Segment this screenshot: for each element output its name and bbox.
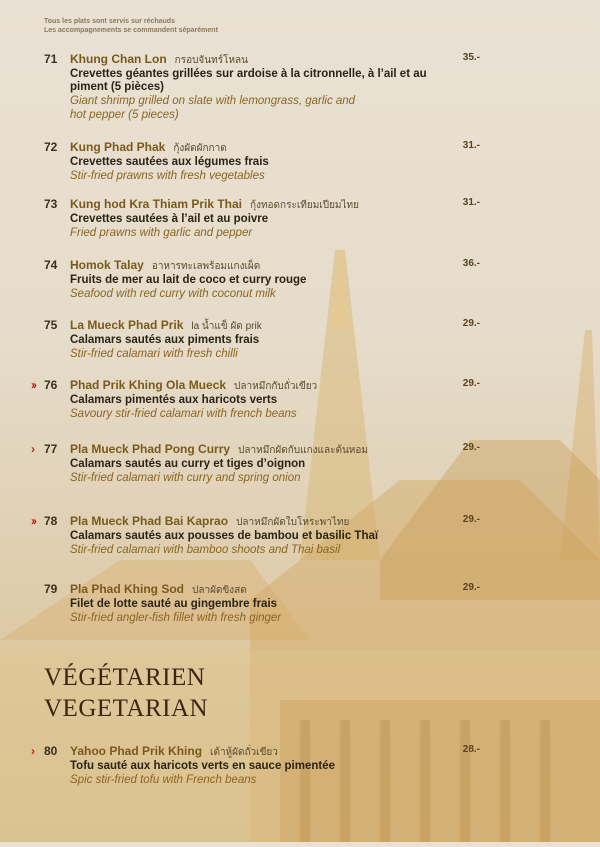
- item-thai-name: ปลาหมึกกับถั่วเขียว: [234, 381, 318, 392]
- item-desc-en: Stir-fried angler-fish fillet with fresh ginger: [70, 612, 282, 624]
- item-desc-en: Stir-fried calamari with bamboo shoots and Thai basil: [70, 544, 341, 556]
- item-thai-name: กรอบจันทร์โหลน: [174, 55, 249, 66]
- item-number: 76: [44, 378, 58, 392]
- item-price: 29.-: [462, 514, 480, 525]
- menu-item-77: [30, 442, 570, 485]
- item-number: 71: [44, 52, 58, 66]
- item-thai-name: ปลาหมึกผัดกับแกงและต้นหอม: [238, 445, 368, 456]
- item-price: 29.-: [462, 318, 480, 329]
- item-number: 74: [44, 258, 58, 272]
- item-thai-name: อาหารทะเลพร้อมแกงเผ็ด: [151, 261, 261, 272]
- item-price: 31.-: [462, 140, 480, 151]
- item-price: 28.-: [462, 744, 480, 755]
- item-desc-en: Stir-fried calamari with curry and spring onion: [70, 472, 301, 484]
- menu-item-80: [30, 744, 570, 787]
- item-number: 79: [44, 582, 58, 596]
- item-number: 80: [44, 744, 58, 758]
- menu-item-71: [30, 52, 570, 122]
- item-desc-fr: Filet de lotte sauté au gingembre frais: [70, 598, 278, 610]
- item-desc-en: Stir-fried calamari with fresh chilli: [70, 348, 238, 360]
- item-name: Homok Talay อาหารทะเลพร้อมแกงเผ็ด: [70, 258, 261, 272]
- item-thai-name: ปลาหมึกผัดใบโหระพาไทย: [236, 517, 350, 528]
- item-price: 29.-: [462, 582, 480, 593]
- menu-item-73: [30, 197, 570, 240]
- item-thai-name: กุ้งผัดผักกาด: [173, 143, 227, 154]
- note-accompagnements: Les accompagnements se commandent séparément: [44, 27, 218, 34]
- item-desc-en: Savoury stir-fried calamari with french beans: [70, 408, 297, 420]
- item-desc-fr: Tofu sauté aux haricots verts en sauce pimentée: [70, 760, 336, 772]
- item-price: 29.-: [462, 378, 480, 389]
- item-desc-fr: Calamars pimentés aux haricots verts: [70, 394, 278, 406]
- chili-icon: ›: [31, 744, 33, 758]
- item-name: Kung hod Kra Thiam Prik Thai กุ้งทอดกระเทียมเปียมไทย: [70, 197, 359, 211]
- item-price: 29.-: [462, 442, 480, 453]
- note-rechauds: Tous les plats sont servis sur réchauds: [44, 18, 175, 25]
- menu-item-79: [30, 582, 570, 625]
- chili-icon: ››: [31, 514, 35, 528]
- menu-item-75: [30, 318, 570, 361]
- chili-icon: ›: [31, 442, 33, 456]
- item-name: Yahoo Phad Prik Khing เต้าหู้ผัดถั่วเขียว: [70, 744, 278, 758]
- menu-item-74: [30, 258, 570, 301]
- item-desc-fr: Crevettes sautées aux légumes frais: [70, 156, 269, 168]
- item-price: 31.-: [462, 197, 480, 208]
- item-thai-name: กุ้งทอดกระเทียมเปียมไทย: [250, 200, 359, 211]
- menu-item-76: [30, 378, 570, 421]
- item-desc-en: Spic stir-fried tofu with French beans: [70, 774, 257, 786]
- item-desc-fr: Calamars sautés aux pousses de bambou et basilic Thaï: [70, 530, 379, 542]
- item-thai-name: la น้ำแข็ ผัด prik: [191, 321, 262, 332]
- item-number: 73: [44, 197, 58, 211]
- item-name: Khung Chan Lon กรอบจันทร์โหลน: [70, 52, 249, 66]
- item-desc-fr: Calamars sautés au curry et tiges d’oignon: [70, 458, 306, 470]
- item-desc-en: Giant shrimp grilled on slate with lemongrass, garlic and hot pepper (5 pieces): [70, 95, 356, 121]
- item-price: 36.-: [462, 258, 480, 269]
- section-title-vegetarien: VÉGÉTARIEN: [44, 664, 206, 691]
- section-title-vegetarian: VEGETARIAN: [44, 695, 209, 722]
- item-desc-fr: Crevettes géantes grillées sur ardoise à la citronnelle, à l’ail et au piment (5 pièces): [70, 68, 427, 93]
- item-desc-en: Stir-fried prawns with fresh vegetables: [70, 170, 265, 182]
- item-number: 75: [44, 318, 58, 332]
- menu-item-78: [30, 514, 570, 557]
- chili-icon: ››: [31, 378, 35, 392]
- item-name: Phad Prik Khing Ola Mueck ปลาหมึกกับถั่วเขียว: [70, 378, 318, 392]
- item-desc-fr: Crevettes sautées à l’ail et au poivre: [70, 213, 269, 225]
- item-number: 78: [44, 514, 58, 528]
- item-name: La Mueck Phad Prik la น้ำแข็ ผัด prik: [70, 318, 262, 332]
- item-name: Pla Mueck Phad Pong Curry ปลาหมึกผัดกับแกงและต้นหอม: [70, 442, 368, 456]
- item-desc-fr: Fruits de mer au lait de coco et curry rouge: [70, 274, 307, 286]
- item-desc-en: Fried prawns with garlic and pepper: [70, 227, 253, 239]
- item-name: Pla Phad Khing Sod ปลาผัดขิงสด: [70, 582, 247, 596]
- item-name: Kung Phad Phak กุ้งผัดผักกาด: [70, 140, 227, 154]
- item-number: 77: [44, 442, 58, 456]
- menu-item-72: [30, 140, 570, 183]
- item-desc-en: Seafood with red curry with coconut milk: [70, 288, 276, 300]
- item-name: Pla Mueck Phad Bai Kaprao ปลาหมึกผัดใบโหระพาไทย: [70, 514, 350, 528]
- item-price: 35.-: [462, 52, 480, 63]
- item-desc-fr: Calamars sautés aux piments frais: [70, 334, 260, 346]
- item-thai-name: เต้าหู้ผัดถั่วเขียว: [210, 747, 278, 758]
- item-number: 72: [44, 140, 58, 154]
- item-thai-name: ปลาผัดขิงสด: [192, 585, 247, 596]
